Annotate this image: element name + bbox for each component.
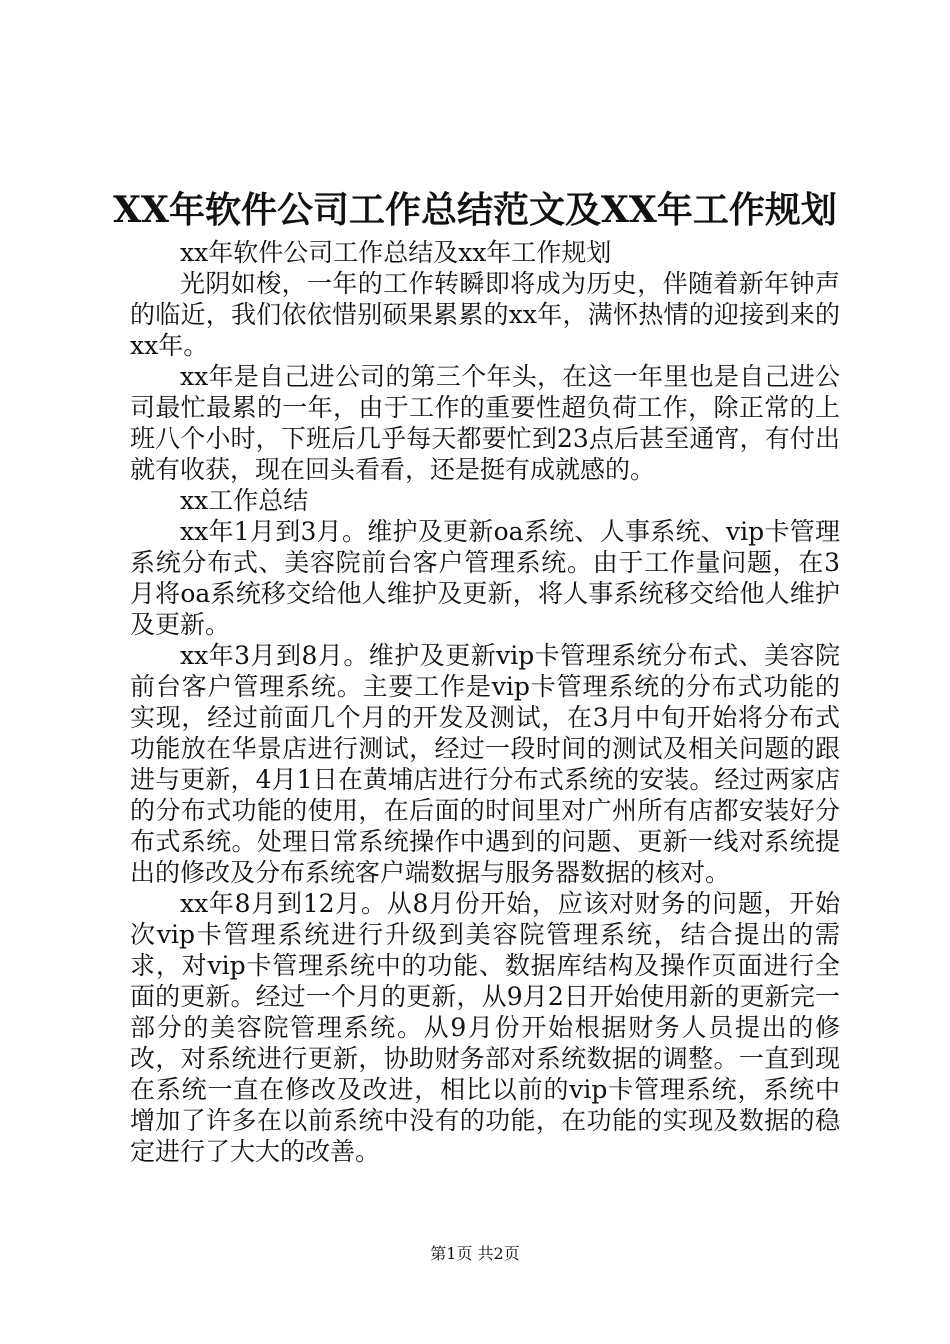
- document-title: XX年软件公司工作总结范文及XX年工作规划: [113, 189, 837, 231]
- document-body: [130, 237, 840, 1167]
- paragraph-mar-aug: xx年3月到8月。维护及更新vip卡管理系统分布式、美容院前台客户管理系统。主要工作是vip卡管理系统的分布式功能的实现，经过前面几个月的开发及测试，在3月中旬开始将分布式功能放在华景店进行测试，经过一段时间的测试及相关问题的跟进与更新，4月1日在黄埔店进行分布式系统的安装。经过两家店的分布式功能的使用，在后面的时间里对广州所有店都安装好分布式系统。处理日常系统操作中遇到的问题、更新一线对系统提出的修改及分布系统客户端数据与服务器数据的核对。: [130, 641, 840, 887]
- section-heading-summary: xx工作总结: [180, 486, 309, 515]
- paragraph-year-overview: xx年是自己进公司的第三个年头，在这一年里也是自己进公司最忙最累的一年，由于工作的重要性超负荷工作，除正常的上班八个小时，下班后几乎每天都要忙到23点后甚至通宵，有付出就有收获，现在回头看看，还是挺有成就感的。: [130, 362, 840, 484]
- paragraph-intro: 光阴如梭，一年的工作转瞬即将成为历史，伴随着新年钟声的临近，我们依依惜别硕果累累的xx年，满怀热情的迎接到来的xx年。: [130, 269, 840, 360]
- paragraph-jan-mar: xx年1月到3月。维护及更新oa系统、人事系统、vip卡管理系统分布式、美容院前台客户管理系统。由于工作量问题，在3月将oa系统移交给他人维护及更新，将人事系统移交给他人维护及更新。: [130, 517, 840, 639]
- page-footer: 第1页 共2页: [430, 1244, 520, 1263]
- paragraph-subtitle: xx年软件公司工作总结及xx年工作规划: [180, 238, 612, 267]
- paragraph-aug-dec: xx年8月到12月。从8月份开始，应该对财务的问题，开始次vip卡管理系统进行升级到美容院管理系统，结合提出的需求，对vip卡管理系统中的功能、数据库结构及操作页面进行全面的更新。经过一个月的更新，从9月2日开始使用新的更新完一部分的美容院管理系统。从9月份开始根据财务人员提出的修改，对系统进行更新，协助财务部对系统数据的调整。一直到现在系统一直在修改及改进，相比以前的vip卡管理系统，系统中增加了许多在以前系统中没有的功能，在功能的实现及数据的稳定进行了大大的改善。: [130, 889, 840, 1166]
